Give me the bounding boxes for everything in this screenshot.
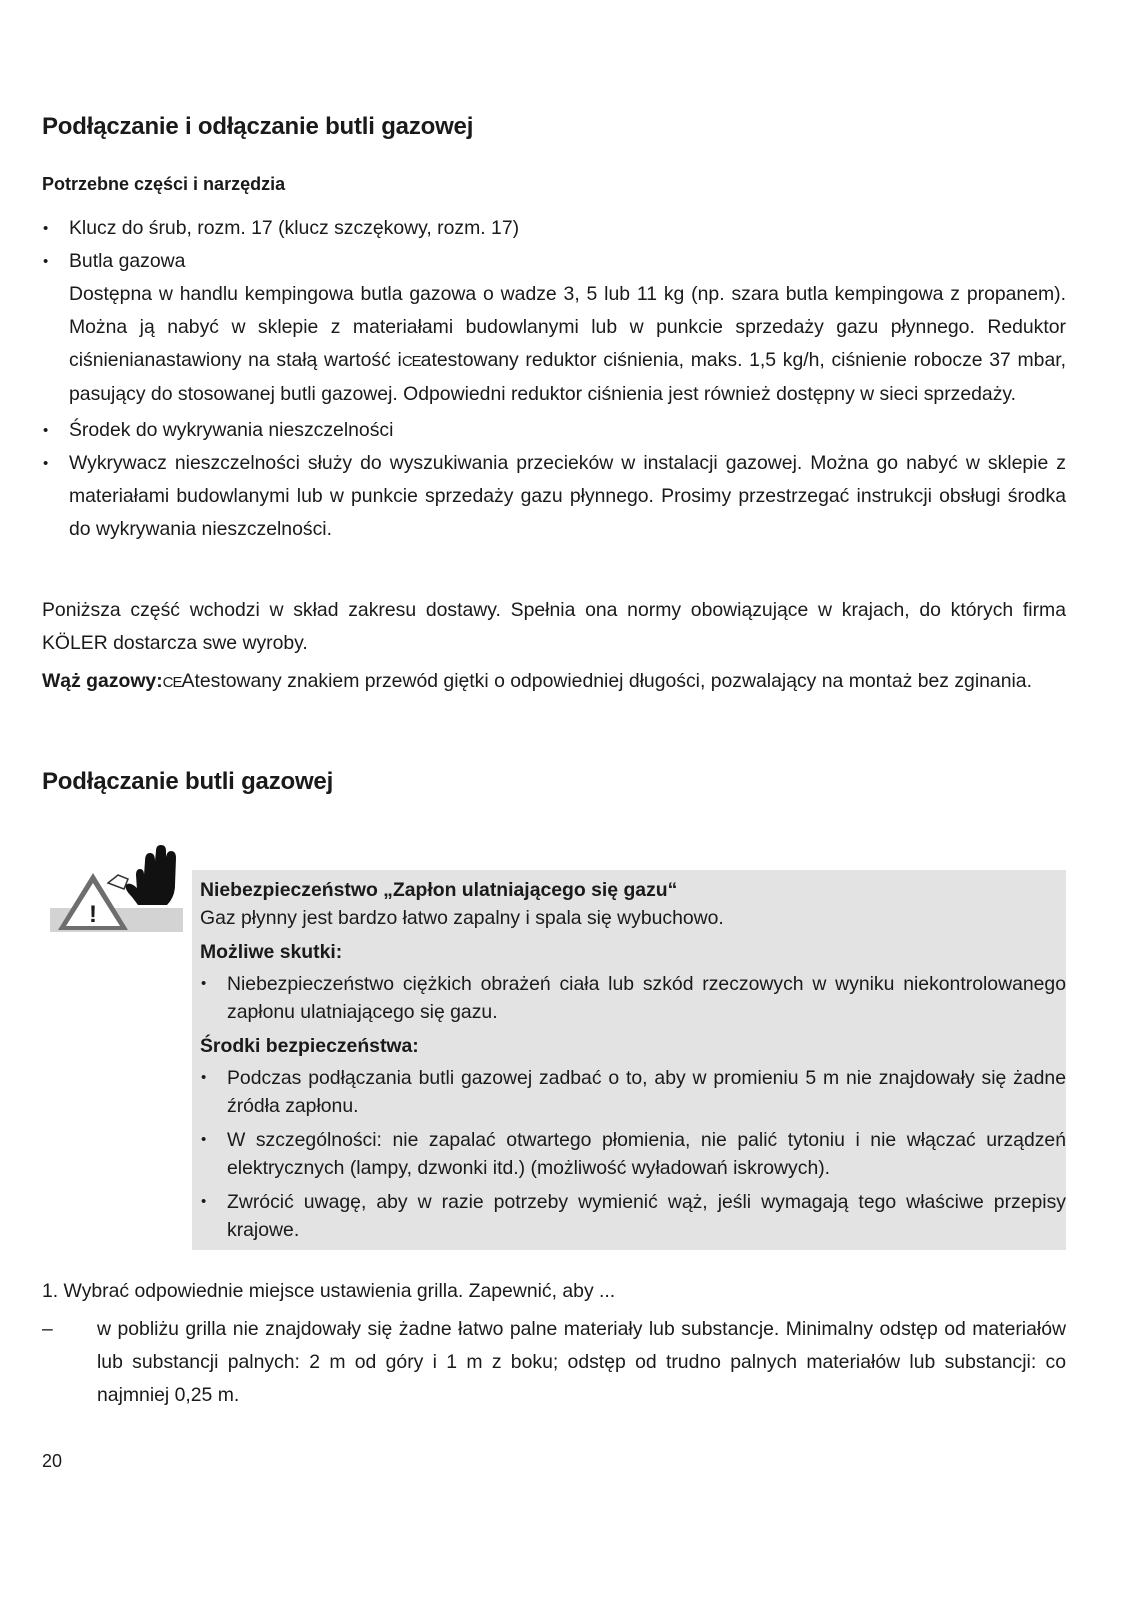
ce-mark-icon: CE: [162, 674, 182, 691]
step-1-sub: – w pobliżu grilla nie znajdowały się żadne łatwo palne materiały lub substancje. Minimalny odstęp od materiałów lub substancji palnych: 2 m od góry i 1 m z boku; odstęp od trudno palnych materiałów lub substancji: co najmniej 0,25 m.: [42, 1313, 1066, 1412]
bullet-icon: •: [43, 455, 49, 472]
bullet-icon: •: [201, 1193, 207, 1210]
section-heading: Podłączanie butli gazowej: [42, 768, 334, 795]
dash-icon: –: [42, 1318, 53, 1340]
measures-heading: Środki bezpieczeństwa:: [200, 1035, 419, 1057]
page-title: Podłączanie i odłączanie butli gazowej: [42, 113, 474, 140]
list-item: • Podczas podłączania butli gazowej zadbać o to, aby w promieniu 5 m nie znajdowały się żadne źródła zapłonu.: [200, 1064, 1066, 1120]
list-item: • Zwrócić uwagę, aby w razie potrzeby wymienić wąż, jeśli wymagają tego właściwe przepisy krajowe.: [200, 1188, 1066, 1244]
list-item: • Butla gazowa Dostępna w handlu kempingowa butla gazowa o wadze 3, 5 lub 11 kg (np. szara butla kempingowa z propanem). Można ją nabyć w sklepie z materiałami budowlanymi lub w punkcie sprzedaży gazu płynnego. Reduktor ciśnienianastawiony na stałą wartość iCEatestowany reduktor ciśnienia, maks. 1,5 kg/h, ciśnienie robocze 37 mbar, pasujący do stosowanej butli gazowej. Odpowiedni reduktor ciśnienia jest również dostępny w sieci sprzedaży.: [42, 245, 1066, 411]
effects-list: [200, 970, 1066, 1026]
list-item: • Środek do wykrywania nieszczelności: [42, 414, 1066, 447]
measures-list: [200, 1064, 1066, 1244]
butla-description: Dostępna w handlu kempingowa butla gazowa o wadze 3, 5 lub 11 kg (np. szara butla kempingowa z propanem). Można ją nabyć w sklepie z materiałami budowlanymi lub w punkcie sprzedaży gazu płynnego. Reduktor ciśnienianastawiony na stałą wartość iCEatestowany reduktor ciśnienia, maks. 1,5 kg/h, ciśnienie robocze 37 mbar, pasujący do stosowanej butli gazowej. Odpowiedni reduktor ciśnienia jest również dostępny w sieci sprzedaży.: [69, 283, 1066, 405]
bullet-icon: •: [201, 975, 207, 992]
warning-box: [192, 870, 1066, 1250]
warning-hand-icon: [50, 845, 184, 935]
list-item: • Klucz do śrub, rozm. 17 (klucz szczękowy, rozm. 17): [42, 212, 1066, 245]
hose-label: Wąż gazowy:: [42, 670, 163, 692]
list-item: • Niebezpieczeństwo ciężkich obrażeń ciała lub szkód rzeczowych w wyniku niekontrolowanego zapłonu ulatniającego się gazu.: [200, 970, 1066, 1026]
ce-mark-icon: CE: [401, 353, 421, 370]
bullet-icon: •: [43, 422, 49, 439]
step-1: 1. Wybrać odpowiednie miejsce ustawienia grilla. Zapewnić, aby ...: [42, 1280, 616, 1302]
parts-list: [42, 212, 1066, 546]
bullet-icon: •: [43, 253, 49, 270]
list-item: • W szczególności: nie zapalać otwartego płomienia, nie palić tytoniu i nie włączać urządzeń elektrycznych (lampy, dzwonki itd.) (możliwość wyładowań iskrowych).: [200, 1126, 1066, 1182]
effects-heading: Możliwe skutki:: [200, 941, 343, 963]
bullet-icon: •: [201, 1131, 207, 1148]
delivery-paragraph: Poniższa część wchodzi w skład zakresu dostawy. Spełnia ona normy obowiązujące w krajach, do których firma KÖLER dostarcza swe wyroby.: [42, 599, 1066, 654]
page-number: 20: [42, 1451, 63, 1471]
bullet-icon: •: [201, 1069, 207, 1086]
bullet-icon: •: [43, 220, 49, 237]
warning-intro: Gaz płynny jest bardzo łatwo zapalny i spala się wybuchowo.: [200, 907, 724, 929]
list-item: • Wykrywacz nieszczelności służy do wyszukiwania przecieków w instalacji gazowej. Można go nabyć w sklepie z materiałami budowlanymi lub w punkcie sprzedaży gazu płynnego. Prosimy przestrzegać instrukcji obsługi środka do wykrywania nieszczelności.: [42, 447, 1066, 546]
warning-symbol: [50, 845, 184, 935]
svg-text:!: !: [89, 901, 97, 928]
hose-paragraph: Wąż gazowy:CEAtestowany znakiem przewód giętki o odpowiedniej długości, pozwalający na montaż bez zginania.: [42, 670, 1032, 692]
parts-heading: Potrzebne części i narzędzia: [42, 174, 286, 194]
warning-title: Niebezpieczeństwo „Zapłon ulatniającego się gazu“: [200, 879, 678, 901]
